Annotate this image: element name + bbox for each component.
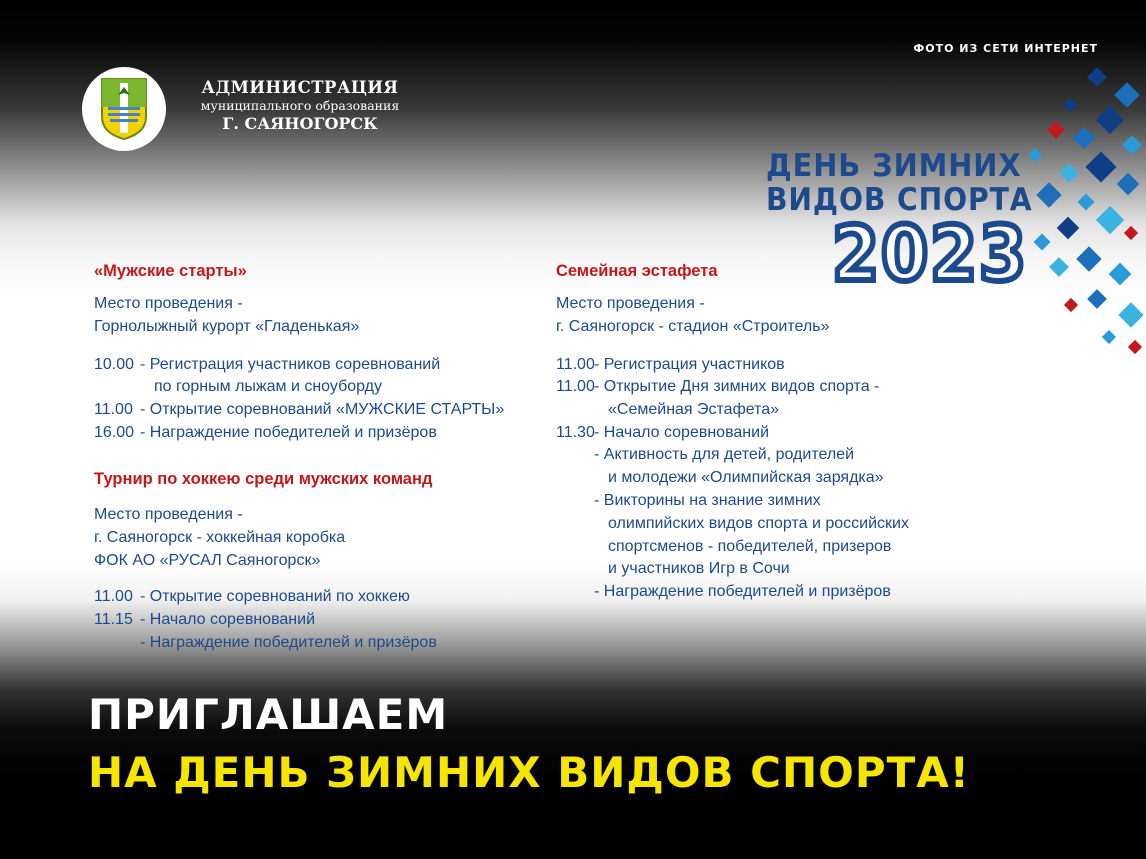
schedule-text: - Открытие Дня зимних видов спорта - xyxy=(594,378,880,395)
event-year-text: 2023 xyxy=(832,210,1028,290)
invitation-line2: НА ДЕНЬ ЗИМНИХ ВИДОВ СПОРТА! xyxy=(88,748,970,797)
admin-subtitle: муниципального образования xyxy=(200,98,400,113)
schedule-time: 11.15 xyxy=(94,611,133,628)
schedule-text: - Начало соревнований xyxy=(140,611,316,628)
coat-of-arms-icon xyxy=(100,77,148,141)
schedule-text: - Открытие соревнований по хоккею xyxy=(140,588,410,605)
schedule-time: 11.00 xyxy=(94,401,133,418)
venue-text: г. Саяногорск - стадион «Строитель» xyxy=(556,318,830,335)
schedule-text: и участников Игр в Сочи xyxy=(608,560,790,577)
event-title-line2: ВИДОВ СПОРТА xyxy=(766,182,1033,218)
coat-of-arms-logo xyxy=(82,67,166,151)
schedule-text: - Открытие соревнований «МУЖСКИЕ СТАРТЫ» xyxy=(140,401,505,418)
invitation-line1: ПРИГЛАШАЕМ xyxy=(88,690,449,739)
schedule-text: - Регистрация участников xyxy=(594,356,785,373)
section-title-family-relay: Семейная эстафета xyxy=(556,262,718,280)
schedule-text: - Награждение победителей и призёров xyxy=(594,583,891,600)
schedule-text: - Начало соревнований xyxy=(594,424,770,441)
photo-credit: ФОТО ИЗ СЕТИ ИНТЕРНЕТ xyxy=(913,42,1098,55)
venue-label: Место проведения - xyxy=(94,506,243,523)
schedule-text: спортсменов - победителей, призеров xyxy=(608,538,892,555)
schedule-time: 11.00 xyxy=(94,588,133,605)
admin-city: Г. САЯНОГОРСК xyxy=(222,114,378,133)
schedule-time: 10.00 xyxy=(94,356,135,373)
schedule-time: 11.00 xyxy=(556,378,595,395)
section-title-mens-starts: «Мужские старты» xyxy=(94,262,247,280)
section-title-hockey: Турнир по хоккею среди мужских команд xyxy=(94,470,433,488)
right-column xyxy=(556,262,936,602)
schedule-text: «Семейная Эстафета» xyxy=(608,401,780,418)
venue-label: Место проведения - xyxy=(556,295,705,312)
event-title-line1: ДЕНЬ ЗИМНИХ xyxy=(766,148,1022,184)
venue-text: г. Саяногорск - хоккейная коробка xyxy=(94,529,346,546)
schedule-text: - Активность для детей, родителей xyxy=(594,446,854,463)
schedule-time: 11.00 xyxy=(556,356,595,373)
venue-text: ФОК АО «РУСАЛ Саяногорск» xyxy=(94,552,321,569)
admin-title: АДМИНИСТРАЦИЯ xyxy=(201,78,399,97)
schedule-text: олимпийских видов спорта и российских xyxy=(608,515,909,532)
schedule-text: - Награждение победителей и призёров xyxy=(140,634,437,651)
schedule-text: - Награждение победителей и призёров xyxy=(140,424,437,441)
administration-title-block xyxy=(188,78,412,133)
schedule-text: - Викторины на знание зимних xyxy=(594,492,821,509)
schedule-text: по горным лыжам и сноуборду xyxy=(154,378,382,395)
schedule-time: 16.00 xyxy=(94,424,135,441)
schedule-text: и молодежи «Олимпийская зарядка» xyxy=(608,469,884,486)
schedule-time: 11.30 xyxy=(556,424,595,441)
venue-label: Место проведения - xyxy=(94,295,243,312)
left-column xyxy=(94,262,534,662)
schedule-text: - Регистрация участников соревнований xyxy=(140,356,441,373)
venue-text: Горнолыжный курорт «Гладенькая» xyxy=(94,318,360,335)
